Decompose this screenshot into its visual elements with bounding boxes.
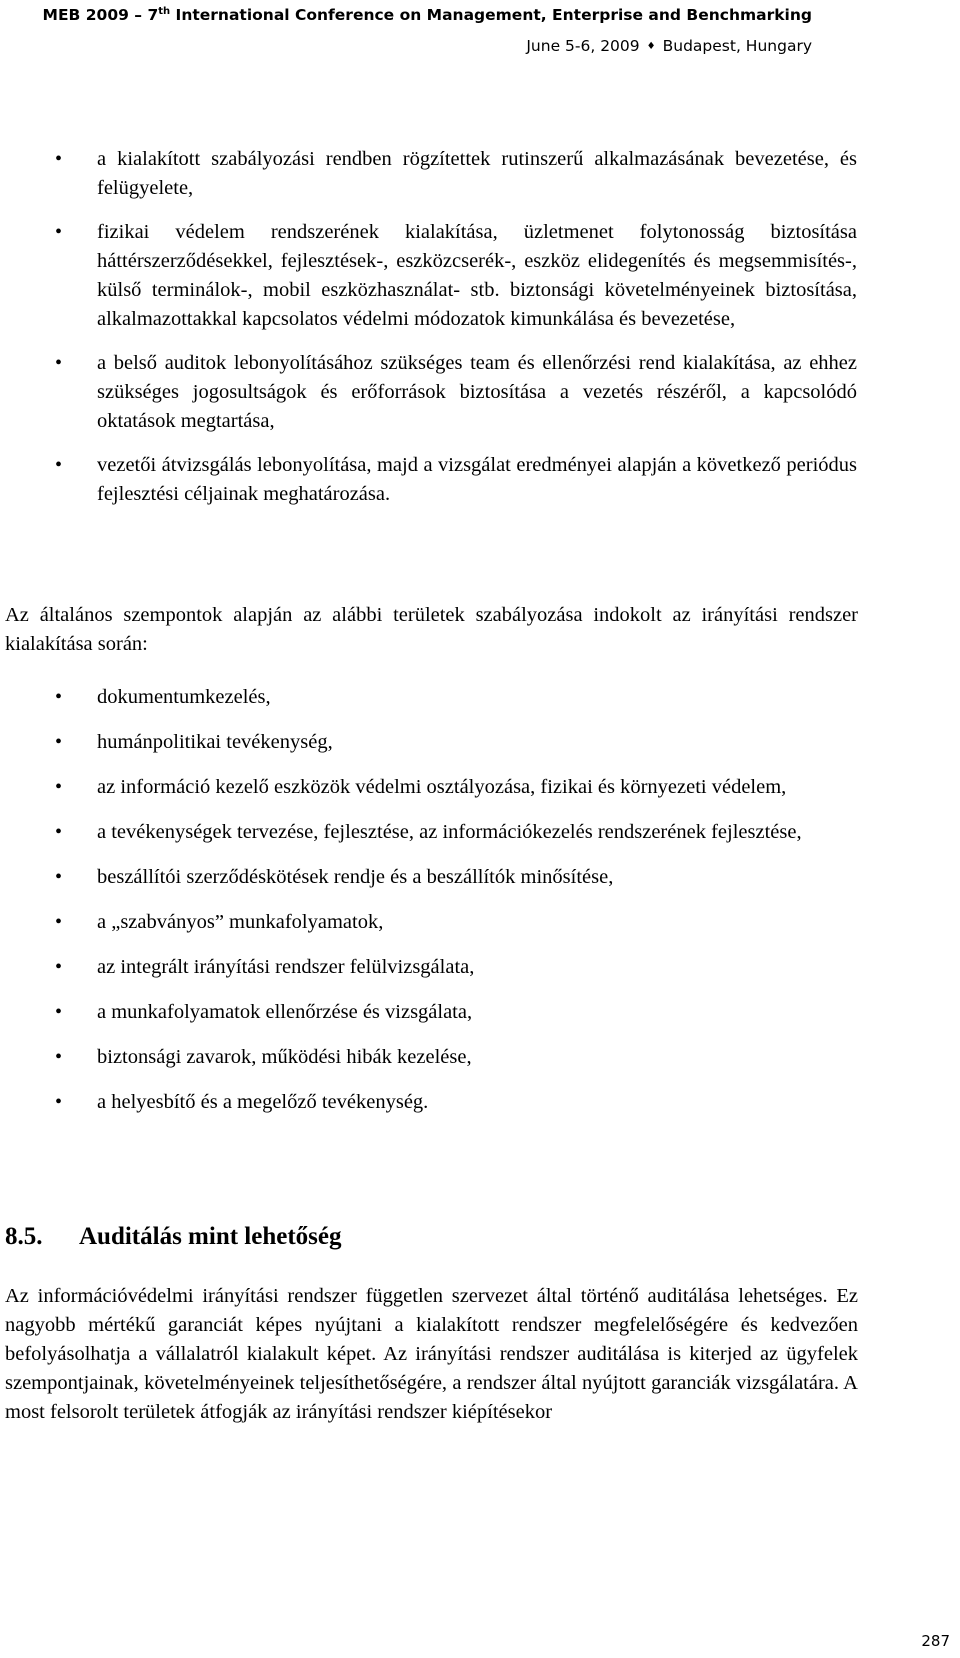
list-item: • a kialakított szabályozási rendben rögzítettek rutinszerű alkalmazásának bevezetése, és felügyelete,	[97, 145, 857, 203]
list-item: • humánpolitikai tevékenység,	[97, 728, 857, 757]
list-item: • beszállítói szerződéskötések rendje és a beszállítók minősítése,	[97, 863, 857, 892]
list-item: • a helyesbítő és a megelőző tevékenység.	[97, 1088, 857, 1117]
list-item: • az információ kezelő eszközök védelmi osztályozása, fizikai és környezeti védelem,	[97, 773, 857, 802]
list-item: • a belső auditok lebonyolításához szükséges team és ellenőrzési rend kialakítása, az ehhez szükséges jogosultságok és erőforrások biztosítása a vezetés részéről, a kapcsolódó oktatások megtartása,	[97, 349, 857, 436]
list-item: • vezetői átvizsgálás lebonyolítása, majd a vizsgálat eredményei alapján a következő periódus fejlesztési céljainak meghatározása.	[97, 451, 857, 509]
conference-title	[43, 6, 812, 24]
conference-location: Budapest, Hungary	[662, 37, 812, 55]
conference-date-location	[526, 37, 812, 55]
list-item: • a munkafolyamatok ellenőrzése és vizsgálata,	[97, 998, 857, 1027]
conference-date: June 5-6, 2009	[526, 37, 640, 55]
body-paragraph: Az információvédelmi irányítási rendszer független szervezet által történő auditálása lehetséges. Ez nagyobb mértékű garanciát képes nyújtani a kialakított rendszer megfelelőségére és kedvezően befolyásolhatja a vállalatról kialakult képet. Az irányítási rendszer auditálása is kiterjed az ügyfelek szempontjainak, követelményeinek teljesíthetőségére, a rendszer által nyújtott garanciák vizsgálatára. A most felsorolt területek átfogják az irányítási rendszer kiépítésekor	[5, 1285, 858, 1423]
conference-title-suffix: International Conference on Management, Enterprise and Benchmarking	[170, 6, 812, 24]
bullet-list-areas	[97, 683, 857, 1133]
ordinal-suffix: th	[158, 5, 171, 17]
conference-title-prefix: MEB 2009 – 7	[42, 6, 159, 24]
list-item: • dokumentumkezelés,	[97, 683, 857, 712]
list-item: • az integrált irányítási rendszer felülvizsgálata,	[97, 953, 857, 982]
list-item: • biztonsági zavarok, működési hibák kezelése,	[97, 1043, 857, 1072]
list-item: • fizikai védelem rendszerének kialakítása, üzletmenet folytonosság biztosítása háttérszerződésekkel, fejlesztések-, eszközcserék-, eszköz elidegenítés és megsemmisítés-, külső terminálok-, mobil eszközhasználat- stb. biztonsági követelményeinek biztosítása, alkalmazottakkal kapcsolatos védelmi módozatok kimunkálása és bevezetése,	[97, 218, 857, 334]
bullet-list-requirements	[97, 145, 857, 524]
list-item: • a tevékenységek tervezése, fejlesztése, az információkezelés rendszerének fejlesztése,	[97, 818, 857, 847]
section-heading	[5, 1223, 342, 1251]
list-item: • a „szabványos” munkafolyamatok,	[97, 908, 857, 937]
section-title: Auditálás mint lehetőség	[79, 1223, 342, 1250]
intro-paragraph: Az általános szempontok alapján az alábbi területek szabályozása indokolt az irányítási rendszer kialakítása során:	[5, 604, 858, 655]
section-number: 8.5.	[5, 1223, 43, 1250]
page-number: 287	[921, 1632, 950, 1650]
diamond-separator-icon: ♦	[646, 41, 656, 52]
